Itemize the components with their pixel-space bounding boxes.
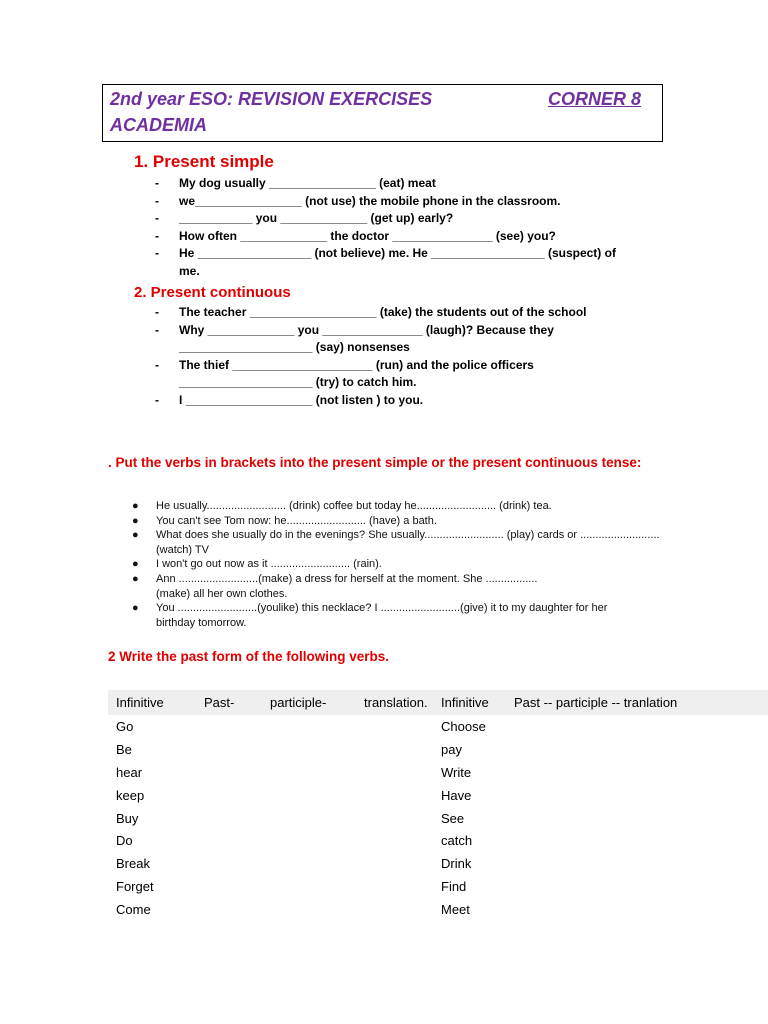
list-item: ● Ann ..........................(make) a dress for herself at the moment. She .................(make) all her own clothes. bbox=[132, 572, 538, 600]
verb-table-header bbox=[108, 690, 768, 715]
past-forms-title: 2 Write the past form of the following verbs. bbox=[108, 649, 390, 664]
table-row bbox=[108, 898, 768, 921]
verb-cell: keep bbox=[116, 787, 145, 803]
tense-exercise-list bbox=[132, 499, 676, 630]
table-row bbox=[108, 738, 768, 761]
list-item: ● You ..........................(youlike) this necklace? I ..........................(give) it to my daughter for her birthday tomorrow. bbox=[132, 602, 608, 629]
verb-cell: See bbox=[441, 810, 465, 826]
table-row bbox=[108, 875, 768, 898]
worksheet-title: 2nd year ESO: REVISION EXERCISES bbox=[110, 89, 433, 109]
section-present-simple-title: 1. Present simple bbox=[134, 152, 274, 171]
present-continuous-list bbox=[155, 304, 639, 409]
list-item: ● You can't see Tom now: he.......................... (have) a bath. bbox=[132, 514, 437, 527]
verb-cell: pay bbox=[441, 741, 462, 757]
list-item: ● I won't go out now as it .......................... (rain). bbox=[132, 558, 382, 571]
verb-cell: Buy bbox=[116, 810, 139, 826]
list-item: - The teacher ___________________ (take) the students out of the school bbox=[155, 305, 587, 319]
verb-cell: Write bbox=[441, 764, 472, 780]
col-participle: participle- bbox=[270, 695, 327, 710]
verb-cell: Have bbox=[441, 787, 472, 803]
verb-cell: Go bbox=[116, 719, 134, 734]
verb-cell: Do bbox=[116, 833, 133, 849]
table-row bbox=[108, 761, 768, 784]
verb-cell: hear bbox=[116, 764, 143, 780]
academia-label: ACADEMIA bbox=[110, 115, 207, 135]
verb-cell: Break bbox=[116, 856, 150, 872]
col-past-participle-translation: Past -- participle -- tranlation bbox=[514, 695, 678, 710]
list-item: - ___________ you _____________ (get up) early? bbox=[155, 211, 454, 225]
header-box bbox=[102, 84, 663, 142]
verb-cell: Drink bbox=[441, 856, 472, 872]
verb-cell: Be bbox=[116, 741, 132, 757]
list-item: - The thief _____________________ (run) and the police officers ____________________ (try) to catch him. bbox=[155, 357, 534, 389]
list-item: - How often _____________ the doctor _______________ (see) you? bbox=[155, 228, 556, 243]
verb-table bbox=[108, 690, 768, 921]
col-infinitive: Infinitive bbox=[116, 695, 164, 710]
list-item: ● What does she usually do in the evenings? She usually.......................... (play) cards or ..........................(watch) TV bbox=[132, 529, 660, 556]
corner-label: CORNER 8 bbox=[548, 89, 642, 109]
list-item: - I ___________________ (not listen ) to you. bbox=[155, 392, 424, 407]
col-past: Past- bbox=[204, 695, 235, 710]
col-translation: translation. bbox=[364, 695, 428, 710]
list-item: - He _________________ (not believe) me. He _________________ (suspect) of me. bbox=[155, 246, 616, 278]
verb-cell: Find bbox=[441, 879, 467, 895]
list-item: ● He usually.......................... (drink) coffee but today he.......................... (drink) tea. bbox=[132, 500, 552, 512]
table-row bbox=[108, 852, 768, 875]
col-infinitive-2: Infinitive bbox=[441, 695, 489, 710]
verb-cell: catch bbox=[441, 833, 473, 849]
list-item: - My dog usually ________________ (eat) meat bbox=[155, 176, 436, 190]
verb-cell: Meet bbox=[441, 902, 470, 918]
verb-cell: Choose bbox=[441, 719, 486, 734]
present-simple-list bbox=[155, 175, 639, 280]
table-row bbox=[108, 715, 768, 738]
table-row bbox=[108, 829, 768, 852]
verb-cell: Come bbox=[116, 902, 151, 918]
verb-cell: Forget bbox=[116, 879, 154, 895]
section-present-continuous-title: 2. Present continuous bbox=[134, 284, 291, 301]
exercise-instruction: . Put the verbs in brackets into the present simple or the present continuous tense: bbox=[108, 455, 642, 470]
list-item: - we________________ (not use) the mobile phone in the classroom. bbox=[155, 193, 561, 208]
table-row bbox=[108, 784, 768, 807]
list-item: - Why _____________ you _______________ (laugh)? Because they ____________________ (say) nonsenses bbox=[155, 322, 554, 354]
table-row bbox=[108, 807, 768, 830]
